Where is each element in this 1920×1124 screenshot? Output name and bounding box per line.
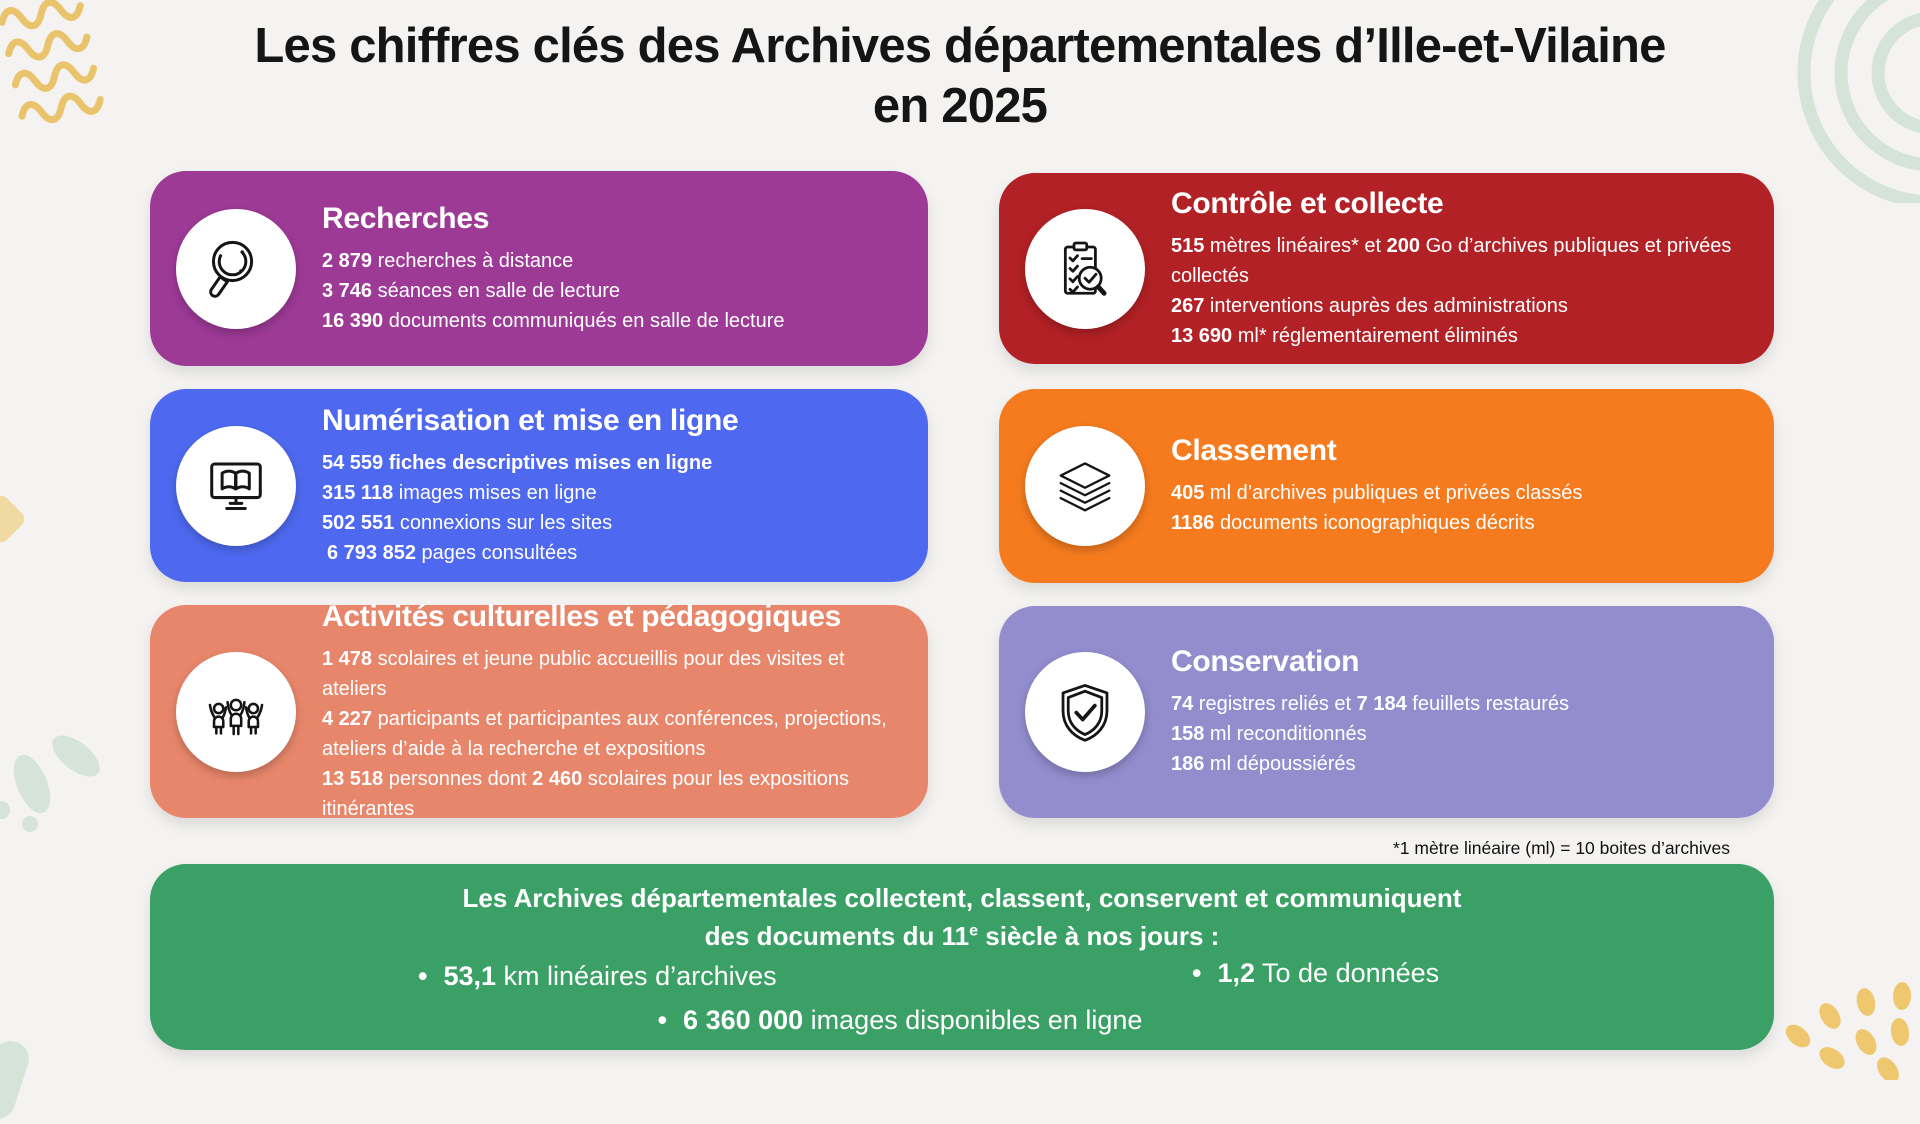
stat-line: 54 559 fiches descriptives mises en ligne xyxy=(322,451,713,474)
card-body xyxy=(322,600,928,824)
card-classement xyxy=(999,389,1774,583)
bullet-text: 1,2 To de données xyxy=(1217,958,1440,988)
capsule-decoration xyxy=(0,1036,33,1123)
summary-banner xyxy=(150,864,1774,1050)
stat-line: 1 478 scolaires et jeune public accueillis pour des visites et ateliers xyxy=(322,647,845,700)
stat-line: 4 227 participants et participantes aux conférences, projections, ateliers d’aide à la recherche et expositions xyxy=(322,707,887,760)
card-numerisation xyxy=(150,389,928,582)
summary-heading-line2: des documents du 11e siècle à nos jours : xyxy=(704,921,1220,951)
checklist-magnifier-icon xyxy=(1025,209,1145,329)
card-conservation xyxy=(999,606,1774,818)
summary-bullet-donnees xyxy=(1192,958,1439,989)
card-title: Classement xyxy=(1171,434,1337,467)
card-icon-column xyxy=(150,209,322,329)
card-title: Recherches xyxy=(322,201,490,235)
stat-line: 6 793 852 pages consultées xyxy=(327,541,578,564)
stat-line: 267 interventions auprès des administrations xyxy=(1171,294,1568,317)
card-icon-column xyxy=(999,426,1171,546)
bullet-text: 6 360 000 images disponibles en ligne xyxy=(683,1005,1143,1035)
layers-icon xyxy=(1025,426,1145,546)
summary-bullet-images xyxy=(88,1005,1712,1036)
card-activites-culturelles xyxy=(150,599,928,820)
card-icon-column xyxy=(150,426,322,546)
card-title: Activités culturelles et pédagogiques xyxy=(322,599,842,633)
shield-check-icon xyxy=(1025,652,1145,772)
card-body xyxy=(1171,434,1774,538)
card-body xyxy=(322,404,928,568)
stat-line: 315 118 images mises en ligne xyxy=(322,481,597,504)
card-title: Contrôle et collecte xyxy=(1171,186,1444,220)
card-body xyxy=(1171,187,1774,351)
bullet-text: 53,1 km linéaires d’archives xyxy=(443,961,777,991)
card-icon-column xyxy=(999,209,1171,329)
stat-line: 13 690 ml* réglementairement éliminés xyxy=(1171,324,1518,347)
card-icon-column xyxy=(999,652,1171,772)
monitor-book-icon xyxy=(176,426,296,546)
footnote: *1 mètre linéaire (ml) = 10 boites d’archives xyxy=(1392,838,1730,858)
card-title: Conservation xyxy=(1171,645,1360,678)
stat-line: 3 746 séances en salle de lecture xyxy=(322,279,620,302)
stat-line: 405 ml d’archives publiques et privées classés xyxy=(1171,482,1583,504)
card-recherches xyxy=(150,171,928,366)
bullet-marker: • xyxy=(657,1005,668,1035)
stat-line: 502 551 connexions sur les sites xyxy=(322,511,613,534)
card-controle-et-collecte xyxy=(999,173,1774,364)
card-body xyxy=(322,202,928,336)
dots-decoration xyxy=(1770,930,1920,1080)
stat-line: 16 390 documents communiqués en salle de lecture xyxy=(322,309,785,332)
stat-line: 158 ml reconditionnés xyxy=(1171,723,1367,745)
stat-line: 186 ml dépoussiérés xyxy=(1171,753,1356,775)
stat-line: 13 518 personnes dont 2 460 scolaires pour les expositions itinérantes xyxy=(322,767,850,820)
magnifier-icon xyxy=(176,209,296,329)
stat-line: 74 registres reliés et 7 184 feuillets restaurés xyxy=(1171,693,1569,715)
summary-bullet-km xyxy=(418,961,777,992)
leaf-blobs-decoration xyxy=(0,712,112,832)
diamond-decoration xyxy=(0,492,28,546)
page-title-line2: en 2025 xyxy=(872,79,1048,133)
stat-line: 2 879 recherches à distance xyxy=(322,249,574,272)
summary-heading-line1: Les Archives départementales collectent, classent, conservent et communiquent xyxy=(462,883,1462,913)
page-title-line1: Les chiffres clés des Archives départementales d’Ille-et-Vilaine xyxy=(254,19,1666,73)
page-title xyxy=(0,16,1920,136)
card-body xyxy=(1171,645,1774,779)
card-title: Numérisation et mise en ligne xyxy=(322,403,739,437)
card-icon-column xyxy=(150,652,322,772)
people-icon xyxy=(176,652,296,772)
stat-line: 1186 documents iconographiques décrits xyxy=(1171,512,1535,534)
bullet-marker: • xyxy=(1192,958,1202,988)
stat-line: 515 mètres linéaires* et 200 Go d’archives publiques et privées collectés xyxy=(1171,234,1732,287)
bullet-marker: • xyxy=(418,961,428,991)
